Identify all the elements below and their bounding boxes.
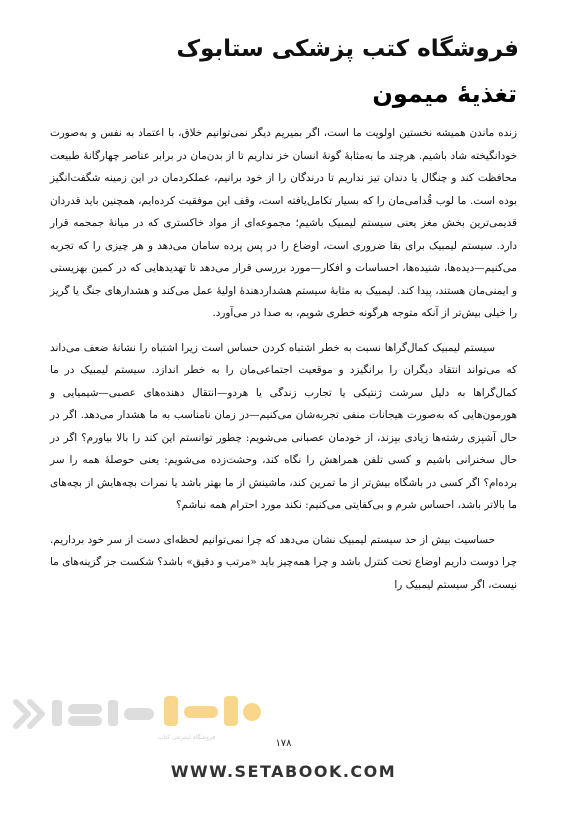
paragraph-2: سیستم لیمبیک کمال‌گراها نسبت به خطر اشتباه کردن حساس است زیرا اشتباه را نشانهٔ ضعف می‌داند که می‌تواند انتقاد دیگران را برانگیزد و موقعیت اجتماعی‌مان را به خطر اندازد. سیستم لیمبیک در ما کمال‌گراها به دلیل سرشت ژنتیکی یا تجارب زندگی یا هردو—انتقال دهنده‌های عصبی—شیمیایی و هورمون‌هایی که به‌صورت هیجانات منفی تجربه‌شان می‌کنیم—در زمان نامناسب به ما هشدار می‌دهد. اگر در حال آشپزی رشته‌ها زیادی بپزند، از خودمان عصبانی می‌شویم: چطور توانستم این کند را بالا بیاورم؟ اگر در حال سخنرانی باشیم و کسی تلفن همراهش را نگاه کند، وحشت‌زده می‌شویم: یعنی حوصلهٔ همه را سر برده‌ام؟ اگر کسی در باشگاه بیش‌تر از ما تمرین کند، ماشینش از ما بهتر باشد یا نمرات بچه‌هایش از بچه‌های ما بالاتر باشد، احساس شرم و بی‌کفایتی می‌کنیم: نکند مورد احترام همه نباشم؟ (50, 341, 517, 511)
paragraph-3: حساسیت بیش از حد سیستم لیمبیک نشان می‌دهد که چرا نمی‌توانیم لحظه‌ای دست از سر خود برداریم. چرا دوست داریم اوضاع تحت کنترل باشد و چرا همه‌چیز باید «مرتب و دقیق» باشد؟ شکست جز گزینه‌های ما نیست، اگر سیستم لیمبیک را (50, 533, 517, 591)
footer-website-url[interactable]: WWW.SETABOOK.COM (170, 762, 397, 781)
paragraph-1: زنده ماندن همیشه نخستین اولویت ما است، اگر بمیریم دیگر نمی‌توانیم خلاق، با اعتماد به نفس و به‌صورت خودانگیخته شاد باشیم. هرچند ما به‌مثابهٔ گونهٔ انسان خز نداریم تا از بدن‌مان در برابر عناصر چهارگانهٔ طبیعت محافظت کند و چنگال یا دندان تیز نداریم تا درندگان را از خود برانیم، عملکردمان در این زمینه شگفت‌انگیز بوده است. ما لوب قُدامی‌مان را که بسیار تکامل‌یافته است، وقف این موفقیت کرده‌ایم، همچنین باید قدردان قدیمی‌ترین بخش مغز یعنی سیستم لیمبیک باشیم؛ مجموعه‌ای از مواد خاکستری که در میانهٔ جمجمه قرار دارد. سیستم لیمبیک برای بقا ضروری است، اوضاع را در پس پرده سامان می‌دهد و هر چیزی را که تجربه می‌کنیم—دیده‌ها، شنیده‌ها، احساسات و افکار—مورد بررسی قرار می‌دهد تا تهدیدهایی که در کمین بهزیستی و ایمنی‌مان هستند، پیدا کند. لیمبیک به مثابهٔ سیستم هشداردهندهٔ اولیهٔ عمل می‌کند و هشدارهای جنگ یا گریز را خیلی بیش‌تر از آنکه متوجه هرگونه خطری شویم، به صدا در می‌آورد. (50, 127, 517, 319)
chapter-title: تغذیهٔ میمون (372, 80, 517, 108)
page-number: ۱۷۸ (275, 738, 292, 749)
watermark-logo-icon (8, 690, 278, 738)
watermark-caption: فروشگاه اینترنتی کتاب (158, 734, 216, 741)
store-name-heading: فروشگاه کتب پزشکی ستابوک (176, 36, 519, 62)
body-text (50, 122, 517, 608)
